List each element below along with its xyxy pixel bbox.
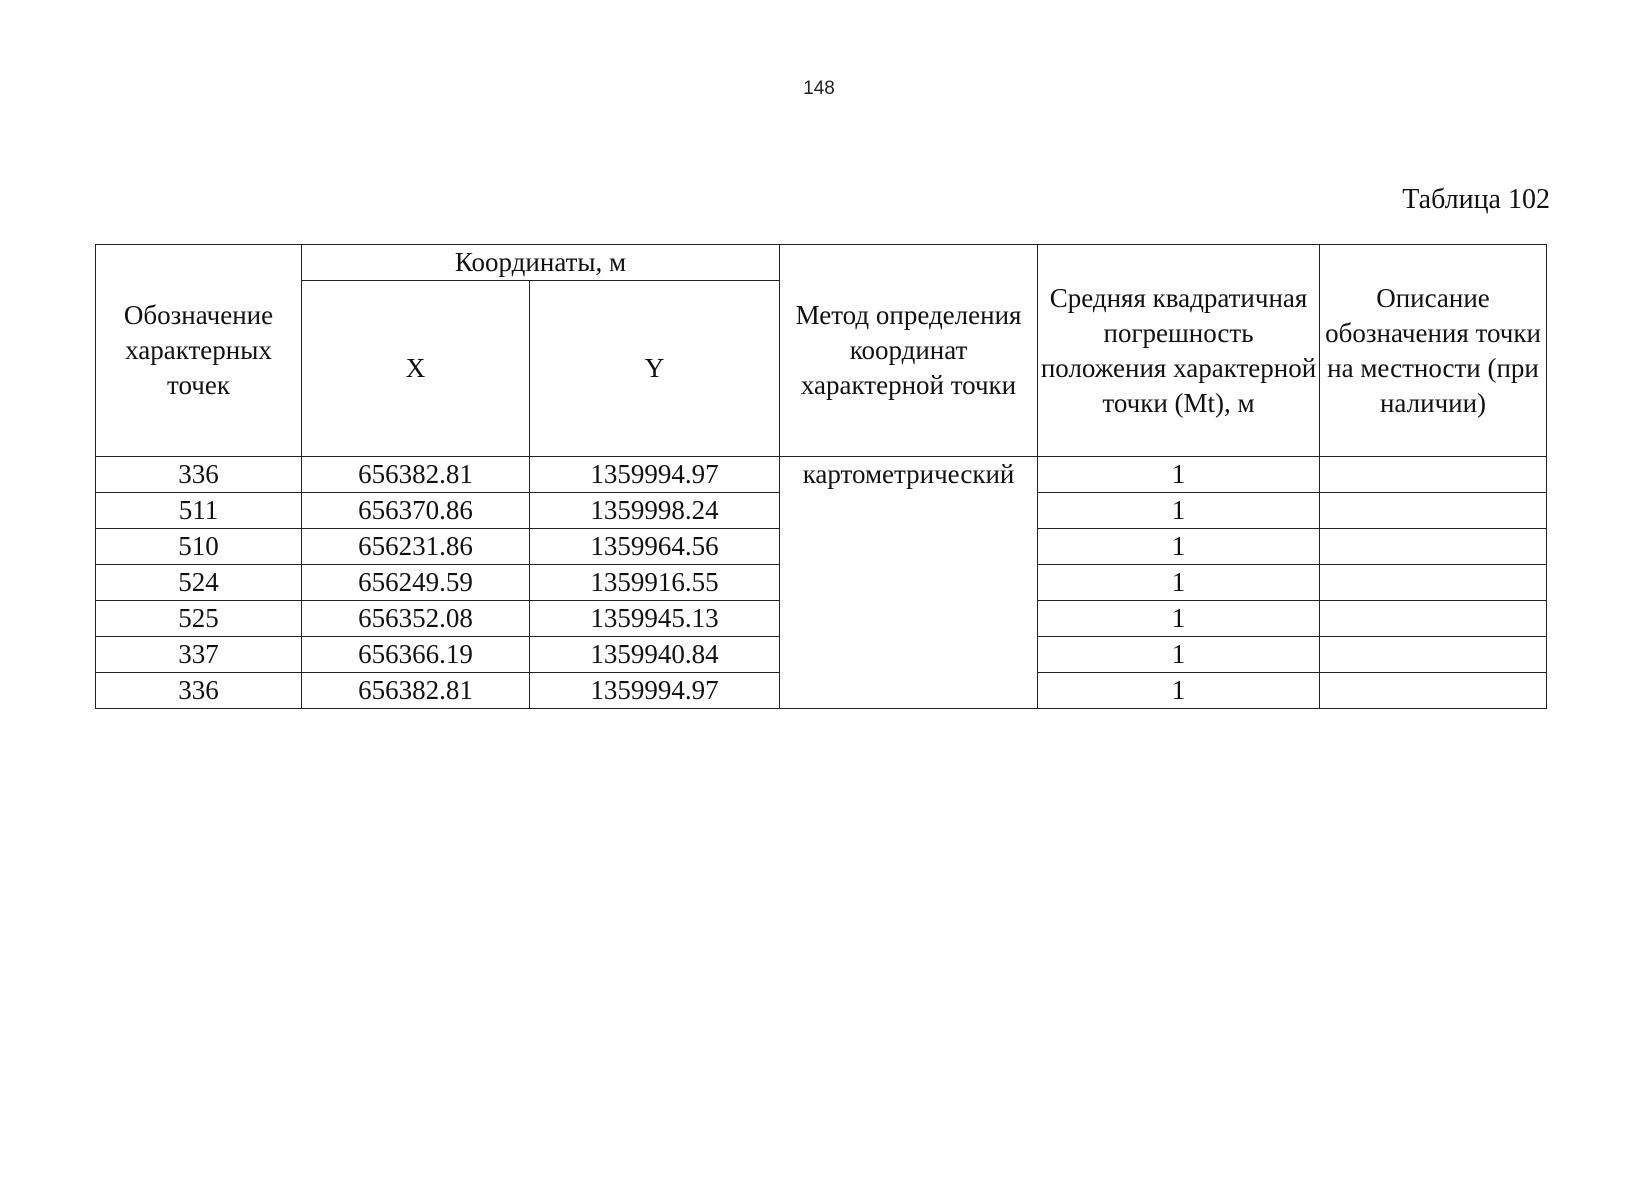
cell-x: 656352.08 <box>302 601 530 637</box>
header-mean-error: Средняя квадратичная погрешность положения характерной точки (Mt), м <box>1038 245 1320 457</box>
cell-description <box>1320 601 1547 637</box>
cell-y: 1359994.97 <box>530 673 780 709</box>
cell-point: 525 <box>96 601 302 637</box>
coordinates-table <box>95 244 1547 709</box>
cell-point: 336 <box>96 457 302 493</box>
cell-point: 337 <box>96 637 302 673</box>
cell-point: 511 <box>96 493 302 529</box>
cell-description <box>1320 637 1547 673</box>
table-row <box>96 457 1547 493</box>
header-method: Метод определения координат характерной точки <box>780 245 1038 457</box>
cell-x: 656370.86 <box>302 493 530 529</box>
cell-x: 656382.81 <box>302 673 530 709</box>
cell-point: 524 <box>96 565 302 601</box>
cell-x: 656231.86 <box>302 529 530 565</box>
cell-mt: 1 <box>1038 601 1320 637</box>
cell-y: 1359994.97 <box>530 457 780 493</box>
cell-y: 1359964.56 <box>530 529 780 565</box>
cell-mt: 1 <box>1038 493 1320 529</box>
cell-mt: 1 <box>1038 673 1320 709</box>
cell-mt: 1 <box>1038 529 1320 565</box>
header-coordinates: Координаты, м <box>302 245 780 281</box>
page-number: 148 <box>803 78 835 99</box>
header-y: Y <box>530 281 780 457</box>
cell-x: 656366.19 <box>302 637 530 673</box>
cell-y: 1359998.24 <box>530 493 780 529</box>
header-description: Описание обозначения точки на местности (при наличии) <box>1320 245 1547 457</box>
cell-description <box>1320 565 1547 601</box>
cell-method: картометрический <box>780 457 1038 709</box>
cell-mt: 1 <box>1038 457 1320 493</box>
cell-description <box>1320 529 1547 565</box>
cell-y: 1359945.13 <box>530 601 780 637</box>
header-x: X <box>302 281 530 457</box>
cell-point: 336 <box>96 673 302 709</box>
cell-y: 1359916.55 <box>530 565 780 601</box>
cell-description <box>1320 493 1547 529</box>
cell-point: 510 <box>96 529 302 565</box>
cell-description <box>1320 673 1547 709</box>
table-caption: Таблица 102 <box>1402 184 1550 215</box>
header-point-designation: Обозначение характерных точек <box>96 245 302 457</box>
cell-x: 656382.81 <box>302 457 530 493</box>
cell-mt: 1 <box>1038 637 1320 673</box>
cell-y: 1359940.84 <box>530 637 780 673</box>
cell-x: 656249.59 <box>302 565 530 601</box>
cell-description <box>1320 457 1547 493</box>
cell-mt: 1 <box>1038 565 1320 601</box>
